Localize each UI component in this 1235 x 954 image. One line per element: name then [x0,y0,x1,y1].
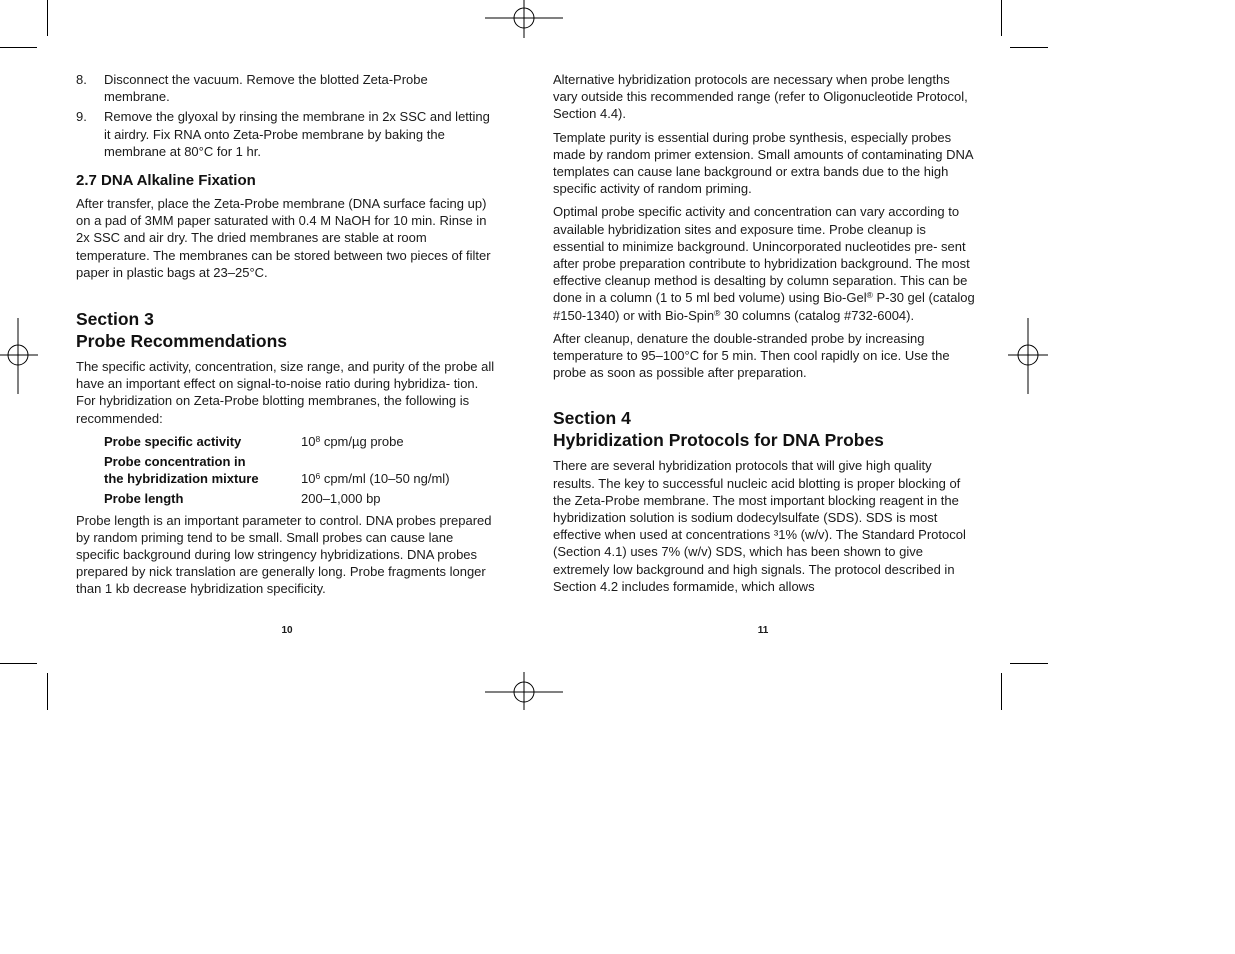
page-number: 10 [281,625,293,636]
recommendation-value: $10^6$ cpm/ml (10–50 ng/ml) [301,471,450,487]
section-heading [553,408,977,451]
crop-mark [1001,0,1002,36]
intro-paragraph: The specific activity, concentration, size range, and purity of the probe all have an important effect on signal-to-noise ratio during hybridiza- tion. For hybridization on Zeta-Probe blotting membranes, the following is recommended: [76,359,495,426]
step-number: 8. [76,72,87,87]
section-title: Hybridization Protocols for DNA Probes [553,429,884,450]
registration-mark-icon [1008,318,1048,394]
table-row [104,490,496,507]
crop-mark [47,673,48,710]
registration-mark-icon [0,318,38,394]
registration-mark-icon [485,672,563,710]
page-number: 11 [757,625,769,636]
table-row [104,453,496,487]
section-number: Section 3 [76,309,154,330]
optimal-activity-paragraph: Optimal probe specific activity and concentration can vary according to available hybridization sites and exposure time. Probe cleanup is essential to minimize background. Unincorporated nucleotides pre- sent after probe preparation contribute to hybridization background. The most effective cleanup method is desalting by column separation. This can be done in a column (1 to 5 ml bed volume) using Bio-Gel® P-30 gel (catalog #150-1340) or with Bio-Spin® 30 columns (catalog #732-6004). [553,204,975,323]
template-purity-paragraph: Template purity is essential during probe synthesis, especially probes made by random primer extension. Small amounts of contaminating DNA templates can cause lane background or extra bands due to the high specific activity of random priming. [553,129,973,197]
section-number: Section 4 [553,408,631,429]
step-text: Disconnect the vacuum. Remove the blotted Zeta-Probe membrane. [104,72,428,105]
left-page-column [76,71,496,604]
crop-mark [1010,47,1048,48]
right-page-column [553,71,977,601]
section-heading [76,309,496,352]
step-text: Remove the glyoxal by rinsing the membrane in 2x SSC and letting it airdry. Fix RNA onto Zeta-Probe membrane by baking the membrane at 80°C for 1 hr. [104,109,490,159]
crop-mark [1010,663,1048,664]
recommendation-value: $10^8$ cpm/µg probe [301,433,404,449]
fixation-paragraph: After transfer, place the Zeta-Probe membrane (DNA surface facing up) on a pad of 3MM paper saturated with 0.4 M NaOH for 10 min. Rinse in 2x SSC and air dry. The dried membranes are stable at room temperature. The membranes can be stored between two pieces of filter paper in plastic bags at 23–25°C. [76,196,491,280]
list-item [76,71,496,105]
cleanup-paragraph: After cleanup, denature the double-stranded probe by increasing temperature to 95–100°C for 5 min. Then cool rapidly on ice. Use the probe as soon as possible after preparation. [553,330,950,381]
recommendation-label: Probe concentration in the hybridization mixture [104,454,259,487]
step-number: 9. [76,109,87,125]
recommendation-label: Probe specific activity [104,433,242,449]
registration-mark-icon [485,0,563,38]
hybridization-intro-paragraph: There are several hybridization protocols that will give high quality results. The key to successful nucleic acid blotting is proper blocking of the Zeta-Probe membrane. The most important blocking reagent in the hybridization solution is sodium dodecylsulfate (SDS). SDS is most effective when used at concentrations ³1% (w/v). The Standard Protocol (Section 4.1) uses 7% (w/v) SDS, which has been shown to give extremely low background and high signals. The protocol described in Section 4.2 includes formamide, which allows [553,458,966,594]
crop-mark [0,663,37,664]
length-paragraph: Probe length is an important parameter to control. DNA probes prepared by random priming tend to be small. Small probes can cause lane specific background during low stringency hybridizations. DNA probes prepared by nick translation are generally long. Probe fragments longer than 1 kb decrease hybridization specificity. [76,512,492,597]
subsection-heading: 2.7 DNA Alkaline Fixation [76,172,256,190]
alternative-protocols-paragraph: Alternative hybridization protocols are necessary when probe lengths vary outside this recommended range (refer to Oligonucleotide Protocol, Section 4.4). [553,72,968,122]
section-title: Probe Recommendations [76,330,288,351]
list-item [76,108,496,160]
table-row [104,433,496,450]
crop-mark [1001,673,1002,710]
recommendation-value: 200–1,000 bp [301,491,381,507]
recommendation-table [104,433,496,508]
recommendation-label: Probe length [104,491,184,507]
crop-mark [47,0,48,36]
crop-mark [0,47,37,48]
